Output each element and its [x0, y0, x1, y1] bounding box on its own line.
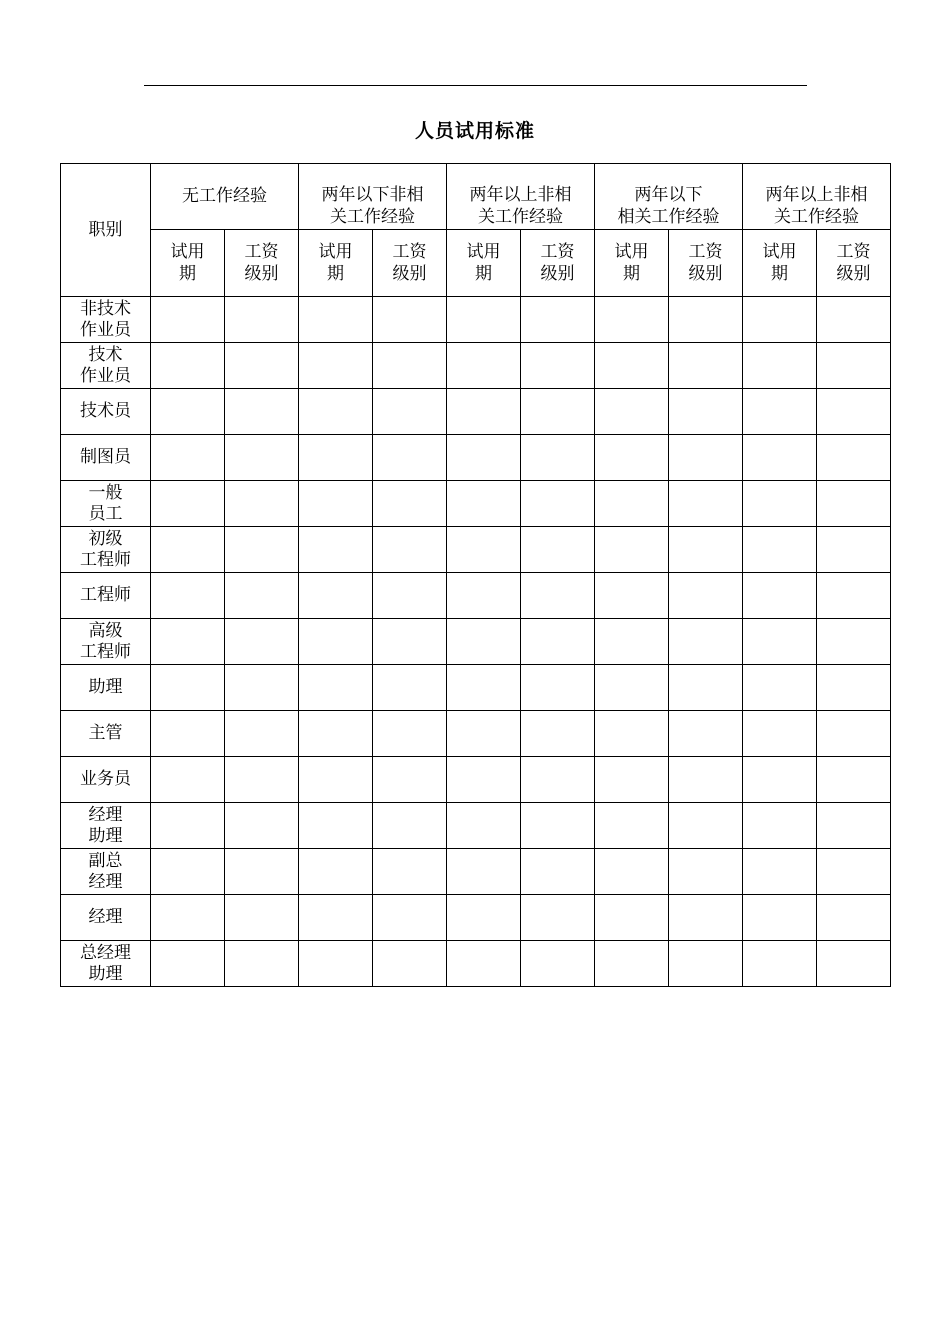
probation-cell: [595, 389, 669, 435]
salary-grade-cell: [225, 573, 299, 619]
probation-cell: [151, 665, 225, 711]
probation-cell: [743, 849, 817, 895]
salary-grade-cell: [669, 435, 743, 481]
group-header-under-two-years-related: 两年以下 相关工作经验: [595, 164, 743, 230]
probation-cell: [151, 895, 225, 941]
page-title: 人员试用标准: [414, 120, 535, 142]
salary-grade-cell: [373, 389, 447, 435]
subheader-probation: 试用 期: [595, 230, 669, 297]
probation-cell: [151, 849, 225, 895]
salary-grade-cell: [817, 481, 891, 527]
probation-cell: [151, 803, 225, 849]
salary-grade-cell: [373, 527, 447, 573]
position-label: 技术员: [61, 389, 151, 435]
probation-cell: [595, 343, 669, 389]
position-label: 高级 工程师: [61, 619, 151, 665]
probation-cell: [299, 389, 373, 435]
salary-grade-cell: [373, 895, 447, 941]
salary-grade-cell: [225, 481, 299, 527]
salary-grade-cell: [373, 343, 447, 389]
position-label: 制图员: [61, 435, 151, 481]
probation-cell: [151, 481, 225, 527]
probation-cell: [151, 573, 225, 619]
position-label: 非技术 作业员: [61, 297, 151, 343]
salary-grade-cell: [669, 481, 743, 527]
probation-cell: [743, 389, 817, 435]
position-label: 副总 经理: [61, 849, 151, 895]
salary-grade-cell: [225, 757, 299, 803]
probation-cell: [447, 619, 521, 665]
salary-grade-cell: [225, 619, 299, 665]
probation-cell: [447, 711, 521, 757]
probation-cell: [299, 941, 373, 987]
probation-cell: [299, 711, 373, 757]
salary-grade-cell: [225, 389, 299, 435]
probation-cell: [447, 297, 521, 343]
table-row: [61, 711, 891, 757]
salary-grade-cell: [521, 895, 595, 941]
subheader-salary-grade: 工资 级别: [225, 230, 299, 297]
salary-grade-cell: [817, 435, 891, 481]
salary-grade-cell: [373, 665, 447, 711]
probation-cell: [151, 343, 225, 389]
probation-cell: [743, 527, 817, 573]
probation-cell: [299, 435, 373, 481]
salary-grade-cell: [225, 297, 299, 343]
salary-grade-cell: [669, 895, 743, 941]
table-row: [61, 619, 891, 665]
salary-grade-cell: [817, 849, 891, 895]
probation-cell: [299, 757, 373, 803]
salary-grade-cell: [225, 711, 299, 757]
probation-cell: [151, 435, 225, 481]
salary-grade-cell: [817, 757, 891, 803]
salary-grade-cell: [669, 527, 743, 573]
probation-cell: [595, 665, 669, 711]
salary-grade-cell: [669, 573, 743, 619]
probation-cell: [299, 527, 373, 573]
salary-grade-cell: [521, 343, 595, 389]
subheader-probation: 试用 期: [743, 230, 817, 297]
group-header-no-experience: 无工作经验: [151, 164, 299, 230]
table-row: [61, 527, 891, 573]
salary-grade-cell: [373, 803, 447, 849]
salary-grade-cell: [373, 619, 447, 665]
salary-grade-cell: [817, 389, 891, 435]
probation-cell: [743, 711, 817, 757]
probation-cell: [299, 343, 373, 389]
table-row: [61, 573, 891, 619]
probation-cell: [743, 941, 817, 987]
probation-cell: [447, 895, 521, 941]
salary-grade-cell: [521, 527, 595, 573]
salary-grade-cell: [521, 389, 595, 435]
salary-grade-cell: [521, 619, 595, 665]
salary-grade-cell: [817, 297, 891, 343]
probation-cell: [447, 481, 521, 527]
probation-cell: [299, 895, 373, 941]
salary-grade-cell: [225, 665, 299, 711]
subheader-salary-grade: 工资 级别: [817, 230, 891, 297]
salary-grade-cell: [373, 435, 447, 481]
table-row: [61, 665, 891, 711]
salary-grade-cell: [817, 803, 891, 849]
position-label: 总经理 助理: [61, 941, 151, 987]
probation-cell: [595, 711, 669, 757]
position-label: 初级 工程师: [61, 527, 151, 573]
probation-cell: [743, 297, 817, 343]
table-row: [61, 343, 891, 389]
probation-cell: [595, 435, 669, 481]
salary-grade-cell: [817, 711, 891, 757]
salary-grade-cell: [225, 941, 299, 987]
salary-grade-cell: [669, 389, 743, 435]
salary-grade-cell: [669, 665, 743, 711]
probation-cell: [595, 573, 669, 619]
subheader-salary-grade: 工资 级别: [521, 230, 595, 297]
header-rule: [144, 85, 807, 86]
position-column-header: 职别: [61, 164, 151, 297]
header-row-subcolumns: [61, 230, 891, 297]
probation-cell: [447, 757, 521, 803]
probation-cell: [447, 665, 521, 711]
table-row: [61, 941, 891, 987]
salary-grade-cell: [817, 665, 891, 711]
salary-grade-cell: [373, 849, 447, 895]
group-header-over-two-years-unrelated: 两年以上非相 关工作经验: [447, 164, 595, 230]
table-row: [61, 297, 891, 343]
probation-cell: [447, 343, 521, 389]
probation-cell: [743, 435, 817, 481]
probation-cell: [447, 389, 521, 435]
salary-grade-cell: [373, 941, 447, 987]
probation-standard-table: [60, 163, 891, 987]
salary-grade-cell: [373, 481, 447, 527]
probation-cell: [447, 941, 521, 987]
probation-cell: [447, 803, 521, 849]
salary-grade-cell: [521, 297, 595, 343]
subheader-salary-grade: 工资 级别: [373, 230, 447, 297]
salary-grade-cell: [225, 803, 299, 849]
table-row: [61, 435, 891, 481]
probation-cell: [743, 803, 817, 849]
group-header-over-two-years-unrelated-2: 两年以上非相 关工作经验: [743, 164, 891, 230]
probation-cell: [151, 711, 225, 757]
probation-cell: [595, 297, 669, 343]
probation-cell: [151, 757, 225, 803]
probation-cell: [595, 849, 669, 895]
probation-cell: [447, 849, 521, 895]
salary-grade-cell: [521, 665, 595, 711]
table-row: [61, 895, 891, 941]
salary-grade-cell: [373, 757, 447, 803]
probation-cell: [447, 573, 521, 619]
subheader-probation: 试用 期: [151, 230, 225, 297]
probation-cell: [447, 435, 521, 481]
probation-cell: [299, 481, 373, 527]
probation-cell: [595, 757, 669, 803]
probation-cell: [151, 297, 225, 343]
probation-cell: [743, 573, 817, 619]
probation-cell: [299, 297, 373, 343]
salary-grade-cell: [817, 941, 891, 987]
salary-grade-cell: [521, 481, 595, 527]
probation-cell: [151, 941, 225, 987]
probation-cell: [743, 343, 817, 389]
probation-cell: [595, 619, 669, 665]
position-label: 技术 作业员: [61, 343, 151, 389]
table-row: [61, 389, 891, 435]
salary-grade-cell: [373, 573, 447, 619]
salary-grade-cell: [373, 711, 447, 757]
table-row: [61, 481, 891, 527]
salary-grade-cell: [521, 573, 595, 619]
probation-cell: [595, 481, 669, 527]
probation-cell: [595, 895, 669, 941]
group-header-under-two-years-unrelated: 两年以下非相 关工作经验: [299, 164, 447, 230]
probation-cell: [151, 619, 225, 665]
salary-grade-cell: [669, 941, 743, 987]
position-label: 经理 助理: [61, 803, 151, 849]
salary-grade-cell: [669, 711, 743, 757]
position-label: 一般 员工: [61, 481, 151, 527]
probation-cell: [151, 389, 225, 435]
probation-cell: [299, 849, 373, 895]
probation-cell: [743, 481, 817, 527]
salary-grade-cell: [225, 343, 299, 389]
salary-grade-cell: [521, 849, 595, 895]
salary-grade-cell: [521, 435, 595, 481]
position-label: 助理: [61, 665, 151, 711]
probation-cell: [743, 895, 817, 941]
table-body: [61, 297, 891, 987]
position-label: 工程师: [61, 573, 151, 619]
probation-cell: [151, 527, 225, 573]
probation-cell: [299, 803, 373, 849]
probation-cell: [299, 619, 373, 665]
table-row: [61, 803, 891, 849]
salary-grade-cell: [521, 803, 595, 849]
subheader-salary-grade: 工资 级别: [669, 230, 743, 297]
salary-grade-cell: [669, 757, 743, 803]
probation-cell: [595, 803, 669, 849]
table-row: [61, 849, 891, 895]
salary-grade-cell: [669, 619, 743, 665]
table-row: [61, 757, 891, 803]
probation-cell: [743, 665, 817, 711]
salary-grade-cell: [669, 343, 743, 389]
probation-cell: [447, 527, 521, 573]
salary-grade-cell: [669, 849, 743, 895]
salary-grade-cell: [669, 803, 743, 849]
probation-cell: [299, 573, 373, 619]
salary-grade-cell: [817, 573, 891, 619]
probation-cell: [743, 619, 817, 665]
position-label: 业务员: [61, 757, 151, 803]
salary-grade-cell: [225, 527, 299, 573]
subheader-probation: 试用 期: [447, 230, 521, 297]
salary-grade-cell: [817, 527, 891, 573]
salary-grade-cell: [817, 895, 891, 941]
probation-cell: [595, 527, 669, 573]
salary-grade-cell: [225, 435, 299, 481]
salary-grade-cell: [669, 297, 743, 343]
salary-grade-cell: [817, 343, 891, 389]
salary-grade-cell: [225, 849, 299, 895]
salary-grade-cell: [521, 711, 595, 757]
salary-grade-cell: [373, 297, 447, 343]
subheader-probation: 试用 期: [299, 230, 373, 297]
salary-grade-cell: [521, 941, 595, 987]
header-row-groups: [61, 164, 891, 230]
position-label: 经理: [61, 895, 151, 941]
probation-cell: [595, 941, 669, 987]
position-label: 主管: [61, 711, 151, 757]
salary-grade-cell: [817, 619, 891, 665]
probation-cell: [743, 757, 817, 803]
salary-grade-cell: [521, 757, 595, 803]
probation-cell: [299, 665, 373, 711]
salary-grade-cell: [225, 895, 299, 941]
